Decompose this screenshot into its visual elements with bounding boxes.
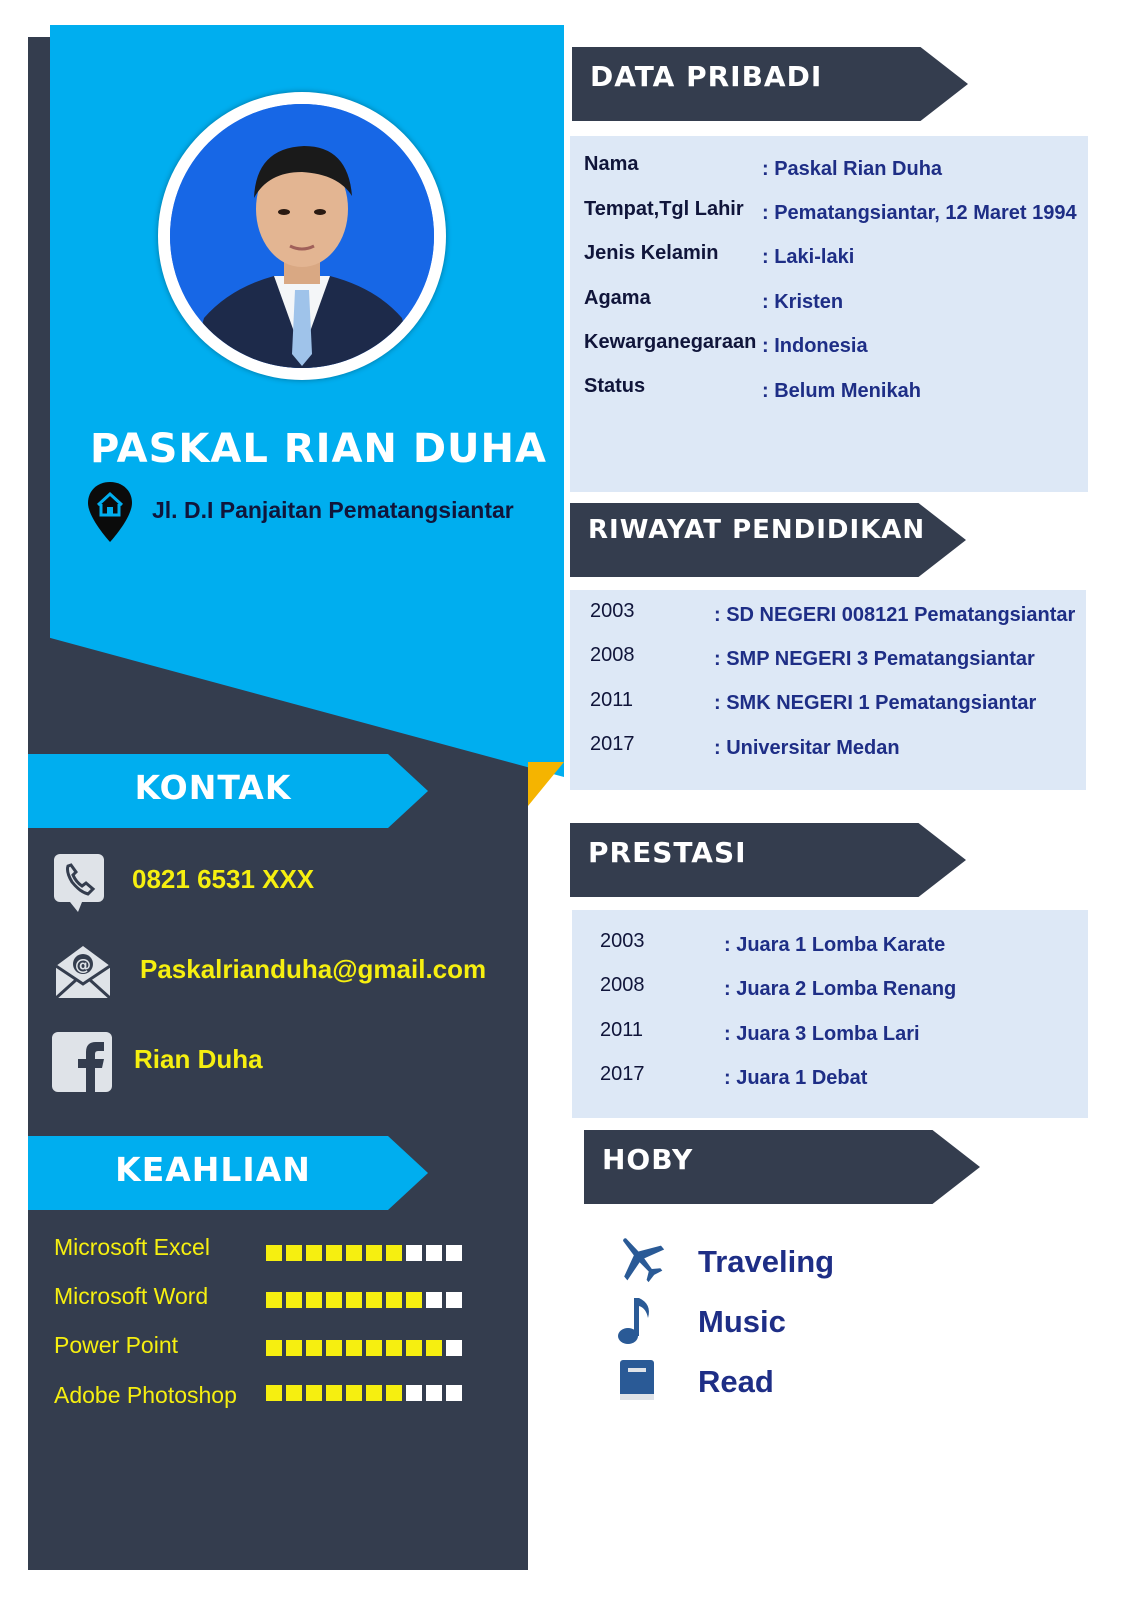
- hobby-music: Music: [698, 1304, 786, 1339]
- prestasi-achievement: : Juara 2 Lomba Renang: [724, 978, 957, 1000]
- skill-level-square: [326, 1385, 342, 1401]
- skill-level-square: [266, 1245, 282, 1261]
- person-portrait-illustration: [170, 104, 434, 368]
- skill-level-square: [366, 1340, 382, 1356]
- music-note-icon: [614, 1294, 666, 1346]
- data-pribadi-value: : Indonesia: [762, 335, 868, 357]
- skill-level-square: [266, 1292, 282, 1308]
- skill-level-square: [266, 1385, 282, 1401]
- skill-level-square: [426, 1245, 442, 1261]
- skill-level-square: [426, 1340, 442, 1356]
- facebook-name[interactable]: Rian Duha: [134, 1044, 263, 1074]
- hoby-heading: HOBY: [602, 1143, 694, 1176]
- data-pribadi-box: [570, 136, 1088, 492]
- data-pribadi-label: Jenis Kelamin: [584, 242, 719, 264]
- skill-label: Adobe Photoshop: [54, 1382, 237, 1408]
- skill-level-square: [446, 1340, 462, 1356]
- skill-level-square: [446, 1385, 462, 1401]
- skill-level-square: [306, 1385, 322, 1401]
- skill-level-square: [346, 1340, 362, 1356]
- pendidikan-school: : SMK NEGERI 1 Pematangsiantar: [714, 692, 1037, 714]
- data-pribadi-value: : Laki-laki: [762, 246, 855, 268]
- skill-level-square: [306, 1292, 322, 1308]
- skill-level-square: [266, 1340, 282, 1356]
- data-pribadi-value: : Belum Menikah: [762, 380, 921, 402]
- skill-level-bar: [266, 1292, 462, 1308]
- data-pribadi-label: Nama: [584, 153, 639, 175]
- skill-level-square: [306, 1245, 322, 1261]
- data-pribadi-heading: DATA PRIBADI: [590, 60, 823, 93]
- skill-level-bar: [266, 1245, 462, 1261]
- prestasi-achievement: : Juara 1 Debat: [724, 1067, 868, 1089]
- skill-level-bar: [266, 1385, 462, 1401]
- data-pribadi-value: : Kristen: [762, 291, 844, 313]
- kontak-heading: KONTAK: [134, 768, 292, 807]
- skill-level-square: [346, 1292, 362, 1308]
- skill-level-square: [386, 1245, 402, 1261]
- skill-level-square: [406, 1245, 422, 1261]
- skill-level-square: [286, 1292, 302, 1308]
- skill-level-square: [326, 1340, 342, 1356]
- skill-level-square: [446, 1292, 462, 1308]
- gold-accent-triangle: [528, 762, 564, 806]
- skill-label: Microsoft Excel: [54, 1234, 210, 1260]
- profile-name: PASKAL RIAN DUHA: [90, 426, 547, 472]
- data-pribadi-value: : Pematangsiantar, 12 Maret 1994: [762, 202, 1077, 224]
- hobby-read: Read: [698, 1364, 774, 1399]
- skill-level-square: [306, 1340, 322, 1356]
- skill-level-square: [406, 1292, 422, 1308]
- facebook-icon: [52, 1030, 114, 1092]
- skill-label: Power Point: [54, 1332, 179, 1358]
- data-pribadi-label: Tempat,Tgl Lahir: [584, 198, 744, 220]
- email-address[interactable]: Paskalrianduha@gmail.com: [140, 954, 487, 984]
- skill-level-square: [386, 1340, 402, 1356]
- data-pribadi-label: Kewarganegaraan: [584, 331, 757, 353]
- skill-level-bar: [266, 1340, 462, 1356]
- skill-label: Microsoft Word: [54, 1283, 209, 1309]
- prestasi-achievement: : Juara 3 Lomba Lari: [724, 1023, 920, 1045]
- pendidikan-heading: RIWAYAT PENDIDIKAN: [588, 515, 926, 545]
- pendidikan-year: 2017: [590, 733, 635, 755]
- prestasi-year: 2003: [600, 930, 645, 952]
- airplane-icon: [614, 1232, 666, 1284]
- phone-number[interactable]: 0821 6531 XXX: [132, 864, 315, 894]
- home-location-pin-icon: [86, 480, 134, 544]
- book-icon: [614, 1354, 666, 1406]
- data-pribadi-value: : Paskal Rian Duha: [762, 158, 943, 180]
- pendidikan-year: 2011: [590, 689, 634, 711]
- keahlian-heading: KEAHLIAN: [115, 1150, 311, 1189]
- address-text: Jl. D.I Panjaitan Pematangsiantar: [152, 497, 514, 523]
- pendidikan-school: : SMP NEGERI 3 Pematangsiantar: [714, 648, 1035, 670]
- skill-level-square: [386, 1385, 402, 1401]
- skill-level-square: [426, 1385, 442, 1401]
- skill-level-square: [346, 1385, 362, 1401]
- skill-level-square: [366, 1245, 382, 1261]
- data-pribadi-label: Agama: [584, 287, 651, 309]
- skill-level-square: [386, 1292, 402, 1308]
- prestasi-achievement: : Juara 1 Lomba Karate: [724, 934, 946, 956]
- skill-level-square: [406, 1385, 422, 1401]
- skill-level-square: [366, 1385, 382, 1401]
- skill-level-square: [286, 1340, 302, 1356]
- pendidikan-school: : Universitar Medan: [714, 737, 900, 759]
- pendidikan-school: : SD NEGERI 008121 Pematangsiantar: [714, 604, 1076, 626]
- skill-level-square: [366, 1292, 382, 1308]
- data-pribadi-label: Status: [584, 375, 646, 397]
- svg-text:@: @: [75, 955, 91, 974]
- profile-photo: [170, 104, 434, 368]
- skill-level-square: [406, 1340, 422, 1356]
- skill-level-square: [326, 1292, 342, 1308]
- hobby-traveling: Traveling: [698, 1244, 835, 1279]
- pendidikan-year: 2008: [590, 644, 635, 666]
- phone-icon: [52, 852, 114, 914]
- skill-level-square: [426, 1292, 442, 1308]
- skill-level-square: [446, 1245, 462, 1261]
- prestasi-year: 2017: [600, 1063, 645, 1085]
- email-icon: [52, 940, 114, 1002]
- prestasi-heading: PRESTASI: [588, 836, 747, 869]
- skill-level-square: [326, 1245, 342, 1261]
- skill-level-square: [286, 1245, 302, 1261]
- skill-level-square: [286, 1385, 302, 1401]
- prestasi-year: 2008: [600, 974, 645, 996]
- prestasi-year: 2011: [600, 1019, 644, 1041]
- pendidikan-year: 2003: [590, 600, 635, 622]
- skill-level-square: [346, 1245, 362, 1261]
